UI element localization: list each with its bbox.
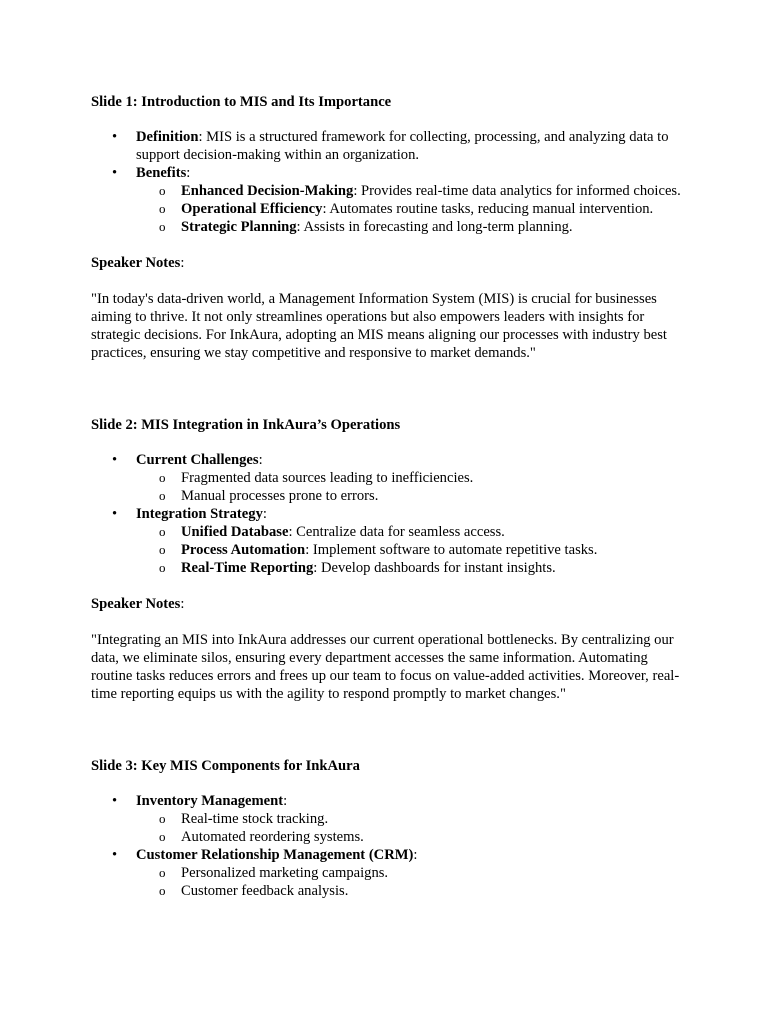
sub-bullet-label: Process Automation xyxy=(181,542,306,558)
speaker-notes-colon: : xyxy=(180,596,185,612)
sub-bullet-item xyxy=(136,864,681,882)
bullet-item xyxy=(91,451,681,505)
slide-title: Slide 1: Introduction to MIS and Its Importance xyxy=(91,94,392,110)
sub-bullet-text: : Centralize data for seamless access. xyxy=(288,524,505,540)
sub-bullet-label: Real-Time Reporting xyxy=(181,560,314,576)
speaker-notes-text: "In today's data-driven world, a Management Information System (MIS) is crucial for businesses aiming to thrive. It not only streamlines operations but also empowers leaders with insights for strategic decisions. For InkAura, adopting an MIS means aligning our processes with industry best practices, ensuring we stay competitive and responsive to market demands." xyxy=(91,291,667,361)
sub-bullet-item xyxy=(136,469,681,487)
sub-bullet-label: Enhanced Decision-Making xyxy=(181,183,354,199)
bullet-text: : xyxy=(413,847,418,863)
bullet-label: Integration Strategy xyxy=(136,506,263,522)
document-content xyxy=(91,93,681,900)
bullet-item xyxy=(91,792,681,846)
sub-bullet-list xyxy=(136,810,681,846)
sub-bullet-text: Personalized marketing campaigns. xyxy=(181,865,389,881)
sub-bullet-item xyxy=(136,182,681,200)
speaker-notes-colon: : xyxy=(180,255,185,271)
bullet-list xyxy=(91,451,681,577)
bullet-text: : xyxy=(186,165,191,181)
bullet-list xyxy=(91,128,681,236)
bullet-text: : xyxy=(258,452,263,468)
slide-title: Slide 3: Key MIS Components for InkAura xyxy=(91,758,360,774)
bullet-label: Benefits xyxy=(136,165,187,181)
sub-bullet-item xyxy=(136,218,681,236)
sub-bullet-list xyxy=(136,864,681,900)
sub-bullet-text: Automated reordering systems. xyxy=(181,829,364,845)
sub-bullet-text: : Automates routine tasks, reducing manual intervention. xyxy=(322,201,654,217)
speaker-notes-heading xyxy=(91,595,681,613)
sub-bullet-text: : Implement software to automate repetitive tasks. xyxy=(305,542,598,558)
sub-bullet-text: : Assists in forecasting and long-term planning. xyxy=(296,219,573,235)
speaker-notes-label: Speaker Notes xyxy=(91,596,181,612)
speaker-notes-heading xyxy=(91,254,681,272)
sub-bullet-text: Manual processes prone to errors. xyxy=(181,488,379,504)
slide-spacer xyxy=(91,362,681,416)
bullet-item xyxy=(91,505,681,577)
sub-bullet-label: Unified Database xyxy=(181,524,289,540)
sub-bullet-item xyxy=(136,882,681,900)
sub-bullet-text: : Provides real-time data analytics for informed choices. xyxy=(353,183,681,199)
sub-bullet-text: Real-time stock tracking. xyxy=(181,811,329,827)
slide-1 xyxy=(91,93,681,362)
bullet-text: : xyxy=(283,793,288,809)
speaker-notes-label: Speaker Notes xyxy=(91,255,181,271)
sub-bullet-item xyxy=(136,559,681,577)
sub-bullet-item xyxy=(136,828,681,846)
bullet-list xyxy=(91,792,681,900)
bullet-item xyxy=(91,128,681,164)
sub-bullet-item xyxy=(136,541,681,559)
bullet-item xyxy=(91,846,681,900)
sub-bullet-item xyxy=(136,200,681,218)
bullet-text: : xyxy=(262,506,267,522)
bullet-label: Inventory Management xyxy=(136,793,284,809)
bullet-label: Current Challenges xyxy=(136,452,259,468)
sub-bullet-item xyxy=(136,487,681,505)
sub-bullet-text: : Develop dashboards for instant insights. xyxy=(313,560,556,576)
slide-2 xyxy=(91,416,681,703)
sub-bullet-list xyxy=(136,469,681,505)
bullet-text: : MIS is a structured framework for collecting, processing, and analyzing data to support decision-making within an organization. xyxy=(136,129,669,163)
sub-bullet-item xyxy=(136,523,681,541)
bullet-item xyxy=(91,164,681,236)
slide-spacer xyxy=(91,703,681,757)
sub-bullet-label: Operational Efficiency xyxy=(181,201,323,217)
sub-bullet-text: Customer feedback analysis. xyxy=(181,883,349,899)
speaker-notes-text: "Integrating an MIS into InkAura addresses our current operational bottlenecks. By centralizing our data, we eliminate silos, ensuring every department accesses the same information. Automating routine tasks reduces errors and frees up our team to focus on value-added activities. Moreover, real-time reporting equips us with the agility to respond promptly to market changes." xyxy=(91,632,680,702)
sub-bullet-text: Fragmented data sources leading to inefficiencies. xyxy=(181,470,474,486)
slide-3 xyxy=(91,757,681,900)
bullet-label: Definition xyxy=(136,129,199,145)
sub-bullet-item xyxy=(136,810,681,828)
bullet-label: Customer Relationship Management (CRM) xyxy=(136,847,414,863)
sub-bullet-list xyxy=(136,523,681,577)
sub-bullet-label: Strategic Planning xyxy=(181,219,297,235)
sub-bullet-list xyxy=(136,182,681,236)
slide-title: Slide 2: MIS Integration in InkAura’s Operations xyxy=(91,417,401,433)
